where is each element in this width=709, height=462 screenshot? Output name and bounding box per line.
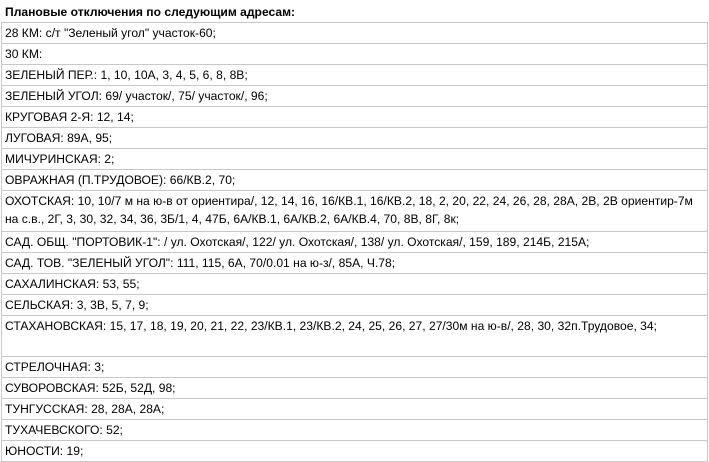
address-cell: СТРЕЛОЧНАЯ: 3; — [2, 357, 708, 378]
table-row — [2, 253, 708, 274]
table-row — [2, 170, 708, 191]
address-cell: ЗЕЛЕНЫЙ УГОЛ: 69/ участок/, 75/ участок/, 96; — [2, 86, 708, 107]
table-row — [2, 274, 708, 295]
table-row — [2, 107, 708, 128]
address-cell: СЕЛЬСКАЯ: 3, 3В, 5, 7, 9; — [2, 295, 708, 316]
table-row — [2, 378, 708, 399]
sheet-title: Плановые отключения по следующим адресам: — [2, 2, 708, 23]
address-cell: ОВРАЖНАЯ (П.ТРУДОВОЕ): 66/КВ.2, 70; — [2, 170, 708, 191]
table-row — [2, 65, 708, 86]
table-row — [2, 23, 708, 44]
table-row — [2, 128, 708, 149]
outage-sheet — [1, 1, 708, 462]
table-row — [2, 441, 708, 462]
address-cell: МИЧУРИНСКАЯ: 2; — [2, 149, 708, 170]
address-cell: САХАЛИНСКАЯ: 53, 55; — [2, 274, 708, 295]
address-cell: ЛУГОВАЯ: 89А, 95; — [2, 128, 708, 149]
table-row — [2, 399, 708, 420]
header-row — [2, 2, 708, 23]
table-row — [2, 295, 708, 316]
address-cell: СУВОРОВСКАЯ: 52Б, 52Д, 98; — [2, 378, 708, 399]
table-row — [2, 357, 708, 378]
address-cell: САД. ТОВ. "ЗЕЛЕНЫЙ УГОЛ": 111, 115, 6А, 70/0.01 на ю-з/, 85А, Ч.78; — [2, 253, 708, 274]
address-cell: 30 КМ: — [2, 44, 708, 65]
table-row — [2, 149, 708, 170]
address-cell: ТУНГУССКАЯ: 28, 28А, 28А; — [2, 399, 708, 420]
address-cell: СТАХАНОВСКАЯ: 15, 17, 18, 19, 20, 21, 22, 23/КВ.1, 23/КВ.2, 24, 25, 26, 27, 27/30м на ю-в/, 28, 30, 32п.Трудовое, 34; — [2, 316, 708, 357]
table-row — [2, 44, 708, 65]
table-row — [2, 86, 708, 107]
address-cell: ОХОТСКАЯ: 10, 10/7 м на ю-в от ориентира/, 12, 14, 16, 16/КВ.1, 16/КВ.2, 18, 2, 20, 22, 24, 26, 28, 28А, 2В, 2В ориентир-7м на с.в., 2Г, 3, 30, 32, 34, 36, 3Б/1, 4, 47Б, 6А/КВ.1, 6А/КВ.2, 6А/КВ.4, 70, 8В, 8Г, 8к; — [2, 191, 708, 232]
table-row — [2, 420, 708, 441]
address-cell: КРУГОВАЯ 2-Я: 12, 14; — [2, 107, 708, 128]
address-cell: ТУХАЧЕВСКОГО: 52; — [2, 420, 708, 441]
table-row — [2, 316, 708, 357]
table-row — [2, 191, 708, 232]
address-cell: ЗЕЛЕНЫЙ ПЕР.: 1, 10, 10А, 3, 4, 5, 6, 8, 8В; — [2, 65, 708, 86]
address-cell: ЮНОСТИ: 19; — [2, 441, 708, 462]
address-cell: 28 КМ: с/т "Зеленый угол" участок-60; — [2, 23, 708, 44]
address-cell: САД. ОБЩ. "ПОРТОВИК-1": / ул. Охотская/, 122/ ул. Охотская/, 138/ ул. Охотская/, 159, 189, 214Б, 215А; — [2, 232, 708, 253]
outage-table — [1, 1, 708, 462]
table-row — [2, 232, 708, 253]
